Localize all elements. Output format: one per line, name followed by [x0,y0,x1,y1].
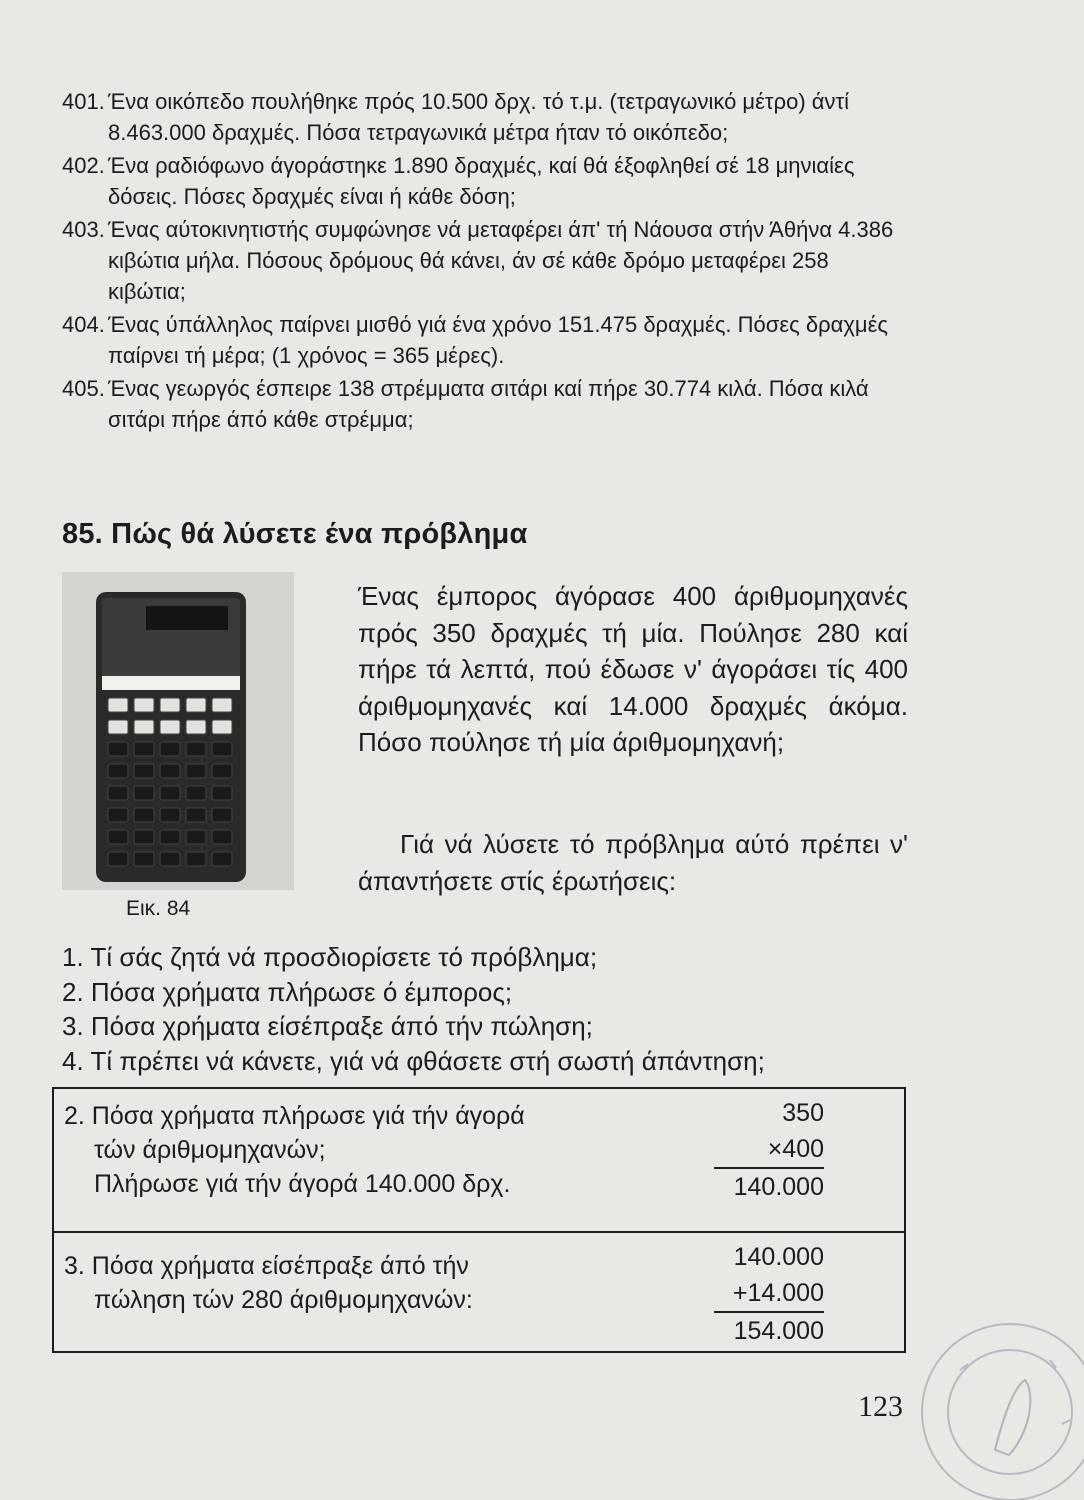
calculator-key [134,742,154,756]
calculator-key [160,808,180,822]
step-3-line-1: 3. Πόσα χρήματα είσέπραξε άπό τήν [64,1252,469,1280]
calculator-key [186,720,206,734]
calculator-key [212,742,232,756]
problem-text: Ένας αύτοκινητιστής συμφώνησε νά μεταφέρει άπ' τή Νάουσα στήν Άθήνα 4.386 κιβώτια μήλα. Πόσους δρόμους θά κάνει, άν σέ κάθε δρόμο μεταφέρει 258 κιβώτια; [108,217,894,304]
calculator-key [160,830,180,844]
calculator-key [108,830,128,844]
calc-operand: ×400 [767,1135,824,1163]
calculator-key [212,698,232,712]
calculator-key [108,742,128,756]
problem-number: 404. [62,312,105,337]
calculator-key [108,852,128,866]
calculator-key [108,720,128,734]
calc-result: 140.000 [714,1167,824,1205]
problem-item [62,86,910,148]
problem-item [62,150,910,212]
step-2-line-2: τών άριθμομηχανών; [94,1136,326,1164]
problem-text: Ένα ραδιόφωνο άγοράστηκε 1.890 δραχμές, καί θά έξοφληθεί σέ 18 μηνιαίες δόσεις. Πόσες δραχμές είναι ή κάθε δόση; [108,153,855,209]
calculator-key [212,720,232,734]
calculator-key [108,698,128,712]
calc-operand: 140.000 [733,1243,824,1271]
problem-item [62,214,910,307]
problem-item [62,373,910,435]
problem-number: 401. [62,89,105,114]
calculator-key [212,830,232,844]
calculator-key [134,764,154,778]
calculator-key [108,808,128,822]
solution-step-3 [64,1249,473,1317]
instruction-text: Γιά νά λύσετε τό πρόβλημα αύτό πρέπει ν' άπαντήσετε στίς έρωτήσεις: [358,829,908,896]
question-list [62,940,910,1078]
calculator-key [160,720,180,734]
calculator-key [186,852,206,866]
calculator-photo [62,572,294,890]
calculator-key [212,852,232,866]
problem-list [62,86,910,437]
calculator-key [212,808,232,822]
calculator-illustration [62,572,294,890]
box-divider [54,1231,904,1233]
question-item: 2. Πόσα χρήματα πλήρωσε ό έμπορος; [62,976,513,1007]
calculator-key [186,786,206,800]
calculator-key [186,764,206,778]
question-item: 1. Τί σάς ζητά νά προσδιορίσετε τό πρόβλημα; [62,942,598,972]
calculator-key [160,852,180,866]
multiplication-calc [714,1095,824,1205]
calculator-key [186,808,206,822]
calculator-key [134,808,154,822]
problem-statement: Ένας έμπορος άγόρασε 400 άριθμομηχανές πρός 350 δραχμές τή μία. Πούλησε 280 καί πήρε τά λεπτά, πού έδωσε ν' άγοράσει τίς 400 άριθμομηχανές καί 14.000 δραχμές άκόμα. Πόσο πούλησε τή μία άριθμομηχανή; [358,581,908,757]
calc-operand: +14.000 [732,1279,824,1307]
section-title: 85. Πώς θά λύσετε ένα πρόβλημα [62,518,528,550]
problem-item [62,309,910,371]
calc-operand: 350 [782,1099,824,1127]
calculator-key [134,852,154,866]
calculator-key [160,742,180,756]
calculator-key [212,786,232,800]
calculator-key [160,764,180,778]
problem-number: 405. [62,376,105,401]
calculator-key [108,764,128,778]
calculator-key [108,786,128,800]
calculator-key [160,698,180,712]
library-stamp-icon [900,1300,1084,1500]
step-3-line-2: πώληση τών 280 άριθμομηχανών: [94,1286,473,1314]
calculator-key [212,764,232,778]
step-2-line-1: 2. Πόσα χρήματα πλήρωσε γιά τήν άγορά [64,1102,525,1130]
solution-box [52,1087,906,1353]
addition-calc [714,1239,824,1349]
figure-caption: Εικ. 84 [126,897,191,920]
problem-text: Ένας ύπάλληλος παίρνει μισθό γιά ένα χρόνο 151.475 δραχμές. Πόσες δραχμές παίρνει τή μέρα; (1 χρόνος = 365 μέρες). [108,312,888,368]
calculator-key [186,830,206,844]
solution-step-2 [64,1099,525,1201]
page-number: 123 [858,1390,903,1423]
calculator-key [134,830,154,844]
problem-text: Ένας γεωργός έσπειρε 138 στρέμματα σιτάρι καί πήρε 30.774 κιλά. Πόσα κιλά σιτάρι πήρε άπό κάθε στρέμμα; [108,376,869,432]
calculator-key [134,720,154,734]
question-item: 3. Πόσα χρήματα είσέπραξε άπό τήν πώληση; [62,1011,593,1041]
calc-result: 154.000 [714,1311,824,1349]
calculator-key [134,698,154,712]
step-2-answer: Πλήρωσε γιά τήν άγορά 140.000 δρχ. [94,1170,511,1198]
calculator-key [186,698,206,712]
problem-text: Ένα οικόπεδο πουλήθηκε πρός 10.500 δρχ. τό τ.μ. (τετραγωνικό μέτρο) άντί 8.463.000 δραχμές. Πόσα τετραγωνικά μέτρα ήταν τό οικόπεδο; [108,89,850,145]
problem-number: 403. [62,217,105,242]
calculator-key [134,786,154,800]
calculator-key [186,742,206,756]
problem-number: 402. [62,153,105,178]
calculator-key [160,786,180,800]
question-item: 4. Τί πρέπει νά κάνετε, γιά νά φθάσετε στή σωστή άπάντηση; [62,1045,765,1076]
